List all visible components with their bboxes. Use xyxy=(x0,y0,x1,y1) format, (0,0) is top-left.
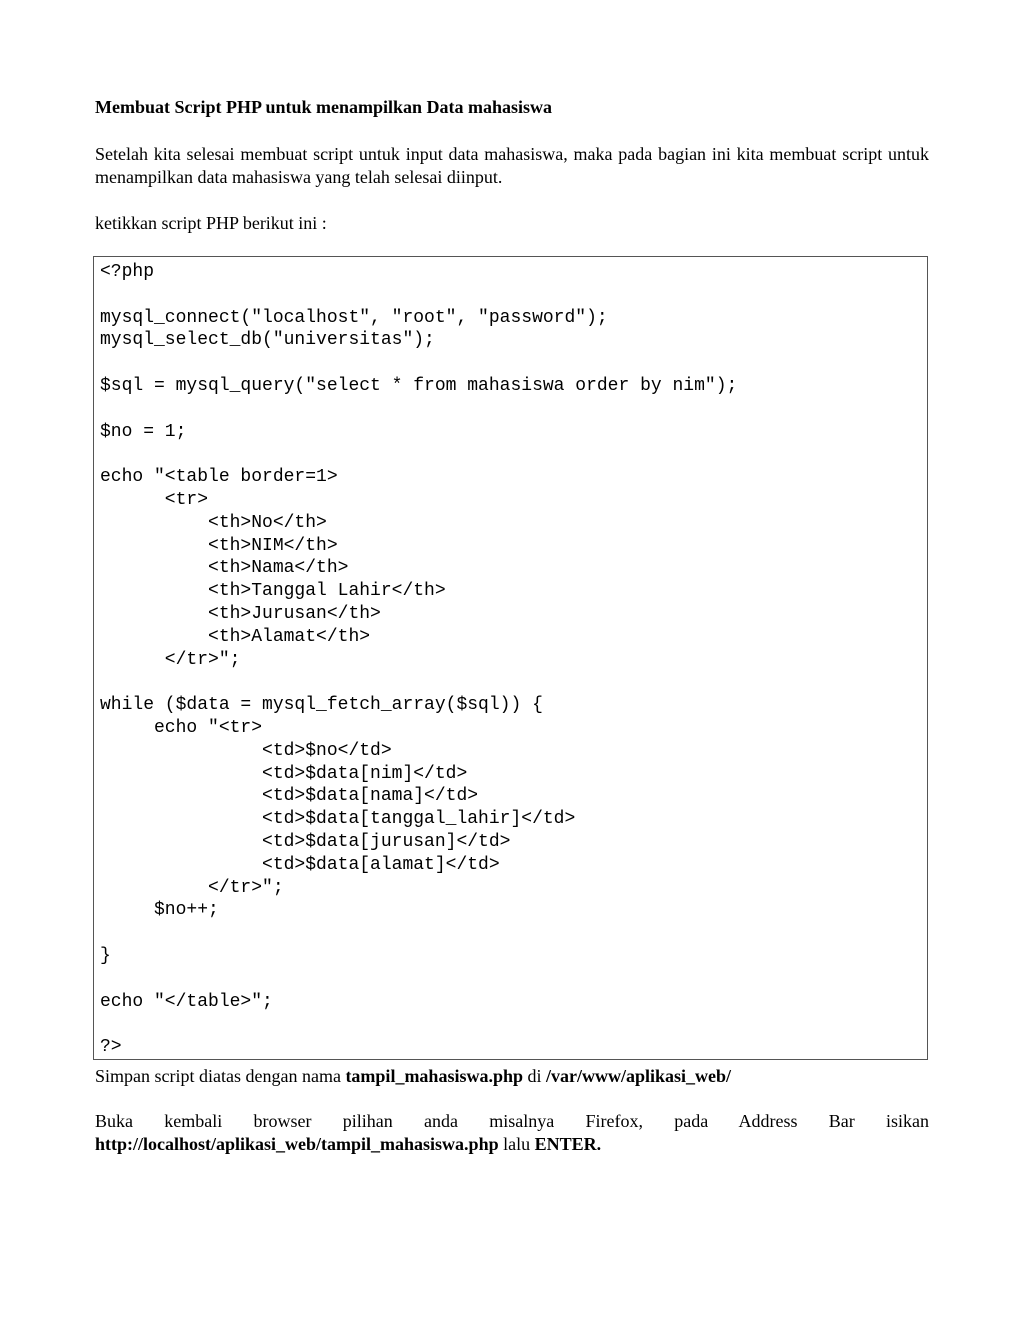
code-line: <th>Tanggal Lahir</th> xyxy=(100,581,446,602)
php-code xyxy=(100,261,921,1059)
code-line: echo "<table border=1> xyxy=(100,467,338,488)
code-line: echo "<tr> xyxy=(100,717,263,738)
save-middle: di xyxy=(523,1066,547,1086)
code-line: <td>$data[nim]</td> xyxy=(100,763,468,784)
code-line: <th>Jurusan</th> xyxy=(100,603,381,624)
code-line: <th>Alamat</th> xyxy=(100,626,371,647)
instruction-text: ketikkan script PHP berikut ini : xyxy=(95,213,327,233)
browser-instruction-line2 xyxy=(95,1133,929,1156)
code-line: $sql = mysql_query("select * from mahasiswa order by nim"); xyxy=(100,375,738,396)
save-filename: tampil_mahasiswa.php xyxy=(345,1066,523,1086)
save-prefix: Simpan script diatas dengan nama xyxy=(95,1066,346,1086)
code-block xyxy=(93,256,928,1060)
code-line: <th>No</th> xyxy=(100,512,327,533)
browser-middle: lalu xyxy=(498,1134,535,1154)
code-line: <tr> xyxy=(100,489,209,510)
code-line: ?> xyxy=(100,1037,122,1058)
code-line: mysql_connect("localhost", "root", "password"); xyxy=(100,307,608,328)
code-line: $no++; xyxy=(100,900,219,921)
browser-key: ENTER. xyxy=(534,1134,602,1154)
code-line: <td>$data[alamat]</td> xyxy=(100,854,500,875)
code-line: echo "</table>"; xyxy=(100,991,273,1012)
save-instruction xyxy=(95,1065,929,1088)
code-line: <th>NIM</th> xyxy=(100,535,338,556)
code-line: <td>$data[nama]</td> xyxy=(100,786,479,807)
code-line: </tr>"; xyxy=(100,877,284,898)
code-line: $no = 1; xyxy=(100,421,187,442)
code-line: while ($data = mysql_fetch_array($sql)) { xyxy=(100,695,543,716)
code-line: </tr>"; xyxy=(100,649,241,670)
browser-instruction-line1: Buka kembali browser pilihan anda misalnya Firefox, pada Address Bar isikan xyxy=(95,1111,929,1131)
document-title: Membuat Script PHP untuk menampilkan Data mahasiswa xyxy=(95,97,553,117)
code-line: } xyxy=(100,945,111,966)
code-line: <th>Nama</th> xyxy=(100,558,349,579)
code-line: <td>$no</td> xyxy=(100,740,392,761)
code-line: mysql_select_db("universitas"); xyxy=(100,330,435,351)
browser-url: http://localhost/aplikasi_web/tampil_mahasiswa.php xyxy=(95,1134,499,1154)
code-line: <td>$data[jurusan]</td> xyxy=(100,831,511,852)
intro-paragraph: Setelah kita selesai membuat script untuk input data mahasiswa, maka pada bagian ini kita membuat script untuk menampilkan data mahasiswa yang telah selesai diinput. xyxy=(95,144,929,187)
code-line: <?php xyxy=(100,262,155,282)
save-path: /var/www/aplikasi_web/ xyxy=(546,1066,732,1086)
code-line: <td>$data[tanggal_lahir]</td> xyxy=(100,809,576,830)
